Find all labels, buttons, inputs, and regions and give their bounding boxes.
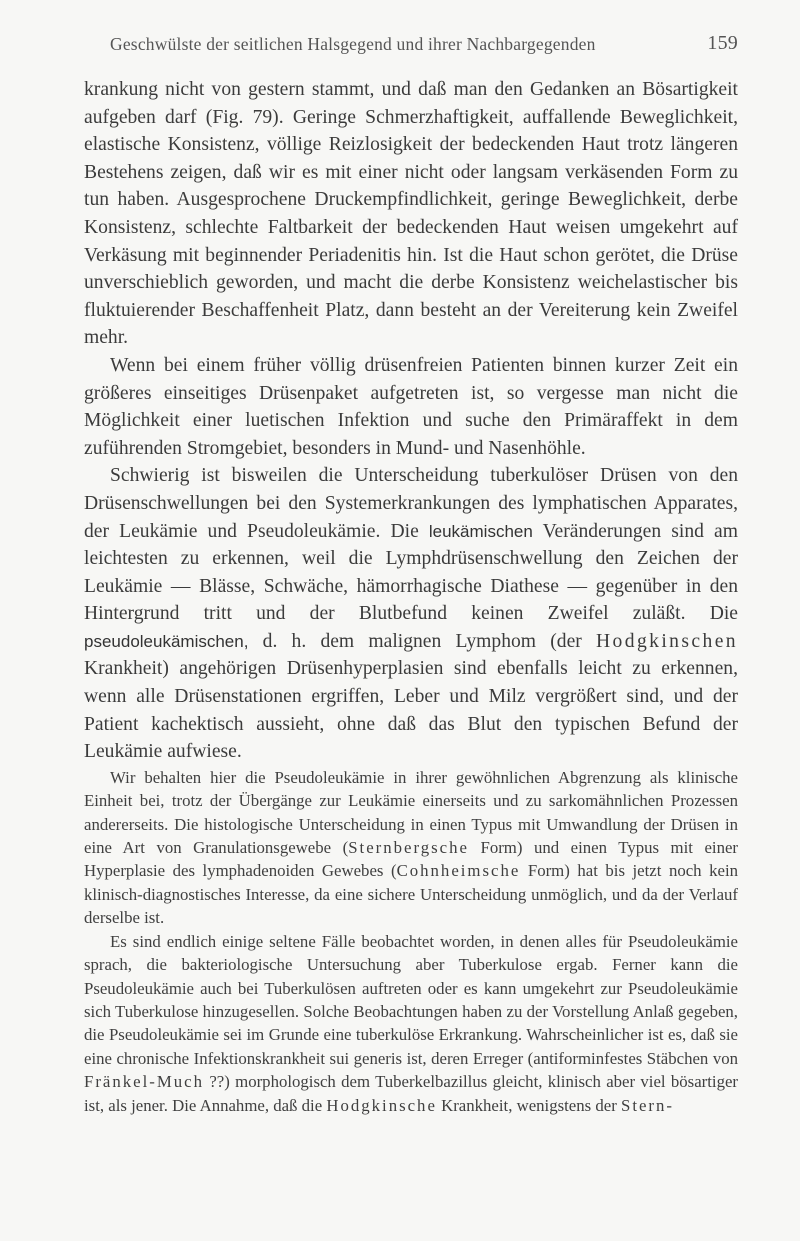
term-pseudoleukaemisch: pseudoleukämischen, bbox=[84, 631, 249, 651]
paragraph-4-text-a: Wir behalten hier die Pseudoleukämie in ihrer gewöhnlichen Abgrenzung als klinische Einheit bei, trotz der Übergänge zur Leukämie einerseits und zu sarkomähnlichen Prozessen andererseits. Die histologische Unterscheidung in einen Typus mit Umwandlung der Drüsen in eine Art von Granulationsgewebe ( bbox=[84, 767, 738, 858]
body-text bbox=[84, 76, 738, 1117]
book-page bbox=[84, 30, 738, 1117]
paragraph-2: Wenn bei einem früher völlig drüsenfreien Patienten binnen kurzer Zeit ein größeres einseitiges Drüsenpaket aufgetreten ist, so vergesse man nicht die Möglichkeit einer luetischen Infektion und suche den Primäraffekt in dem zuführenden Stromgebiet, besonders in Mund- und Nasenhöhle. bbox=[84, 354, 738, 459]
paragraph-5-small bbox=[84, 930, 738, 1117]
name-cohnheim: Cohnheimsche bbox=[396, 861, 521, 881]
paragraph-5-text-a: Es sind endlich einige seltene Fälle beobachtet worden, in denen alles für Pseudoleukämie sprach, die bakteriologische Untersuchung aber Tuberkulose ergab. Ferner kann die Pseudoleukämie auch bei Tuberkulösen auftreten oder es kann umgekehrt zur Pseudoleukämie sich Tuberkulose hinzugesellen. Solche Beobachtungen haben zu der Vorstellung Anlaß gegeben, die Pseudoleukämie sei im Grunde eine tuberkulöse Erkrankung. Wahrscheinlicher ist es, daß sie eine chronische Infektionskrankheit sui generis ist, deren Erreger (antiforminfestes Stäbchen von bbox=[84, 931, 738, 1068]
name-fraenkel-much: Fränkel-Much bbox=[84, 1072, 205, 1092]
page-number: 159 bbox=[707, 32, 738, 54]
name-stern: Stern- bbox=[620, 1095, 674, 1115]
paragraph-5-text-c: Krankheit, wenigstens der bbox=[436, 1095, 621, 1115]
name-hodgkinsche: Hodgkinsche bbox=[326, 1095, 437, 1115]
paragraph-1: krankung nicht von gestern stammt, und daß man den Gedanken an Bösartigkeit aufgeben darf (Fig. 79). Geringe Schmerzhaftigkeit, auffallende Beweglichkeit, elastische Konsistenz, völlige Reizlosigkeit der bedeckenden Haut trotz längeren Bestehens zeigen, daß wir es mit einer nicht oder langsam verkäsenden Form zu tun haben. Ausgesprochene Druckempfindlichkeit, geringe Beweglichkeit, derbe Konsistenz, schlechte Faltbarkeit der bedeckenden Haut weisen umgekehrt auf Verkäsung mit beginnender Periadenitis hin. Ist die Haut schon gerötet, die Drüse unverschieblich geworden, und macht die derbe Konsistenz weichelastischer bis fluktuierender Beschaffenheit Platz, dann besteht an der Vereiterung kein Zweifel mehr. bbox=[84, 79, 738, 349]
running-header bbox=[84, 30, 738, 60]
paragraph-3-text-c: d. h. dem malignen Lymphom (der bbox=[248, 630, 596, 652]
paragraph-3-text-b: Veränderungen sind am leichtesten zu erkennen, weil die Lymphdrüsenschwellung den Zeichen der Leukämie — Blässe, Schwäche, hämorrhagische Diathese — gegenüber in den Hintergrund tritt und der Blutbefund keinen Zweifel zuläßt. Die bbox=[84, 520, 738, 625]
paragraph-5-text-b: ??) morphologisch dem Tuberkelbazillus gleicht, klinisch aber viel bösartiger ist, als jener. Die Annahme, daß die bbox=[84, 1072, 738, 1115]
paragraph-4-small bbox=[84, 766, 738, 930]
paragraph-4-text-b: Form) und einen Typus mit einer Hyperplasie des lymphadenoiden Gewebes ( bbox=[84, 838, 738, 881]
term-leukaemisch: leukämischen bbox=[428, 521, 533, 541]
paragraph-3 bbox=[84, 462, 738, 766]
paragraph-3-text-a: Schwierig ist bisweilen die Unterscheidung tuberkulöser Drüsen von den Drüsenschwellungen bei den Systemerkrankungen des lymphatischen Apparates, der Leukämie und Pseudoleukämie. Die bbox=[84, 465, 738, 542]
name-hodgkin: Hodgkinschen bbox=[596, 630, 738, 652]
running-title: Geschwülste der seitlichen Halsgegend und ihrer Nachbargegenden bbox=[110, 34, 596, 54]
paragraph-4-text-c: Form) hat bis jetzt noch kein klinisch-diagnostisches Interesse, da eine sichere Unterscheidung unmöglich, und da der Verlauf derselbe ist. bbox=[84, 861, 738, 928]
paragraph-3-text-d: Krankheit) angehörigen Drüsenhyperplasien sind ebenfalls leicht zu erkennen, wenn alle Drüsenstationen ergriffen, Leber und Milz vergrößert sind, und der Patient kachektisch aussieht, ohne daß das Blut den typischen Befund der Leukämie aufwiese. bbox=[84, 658, 738, 763]
name-sternberg: Sternbergsche bbox=[348, 838, 469, 858]
